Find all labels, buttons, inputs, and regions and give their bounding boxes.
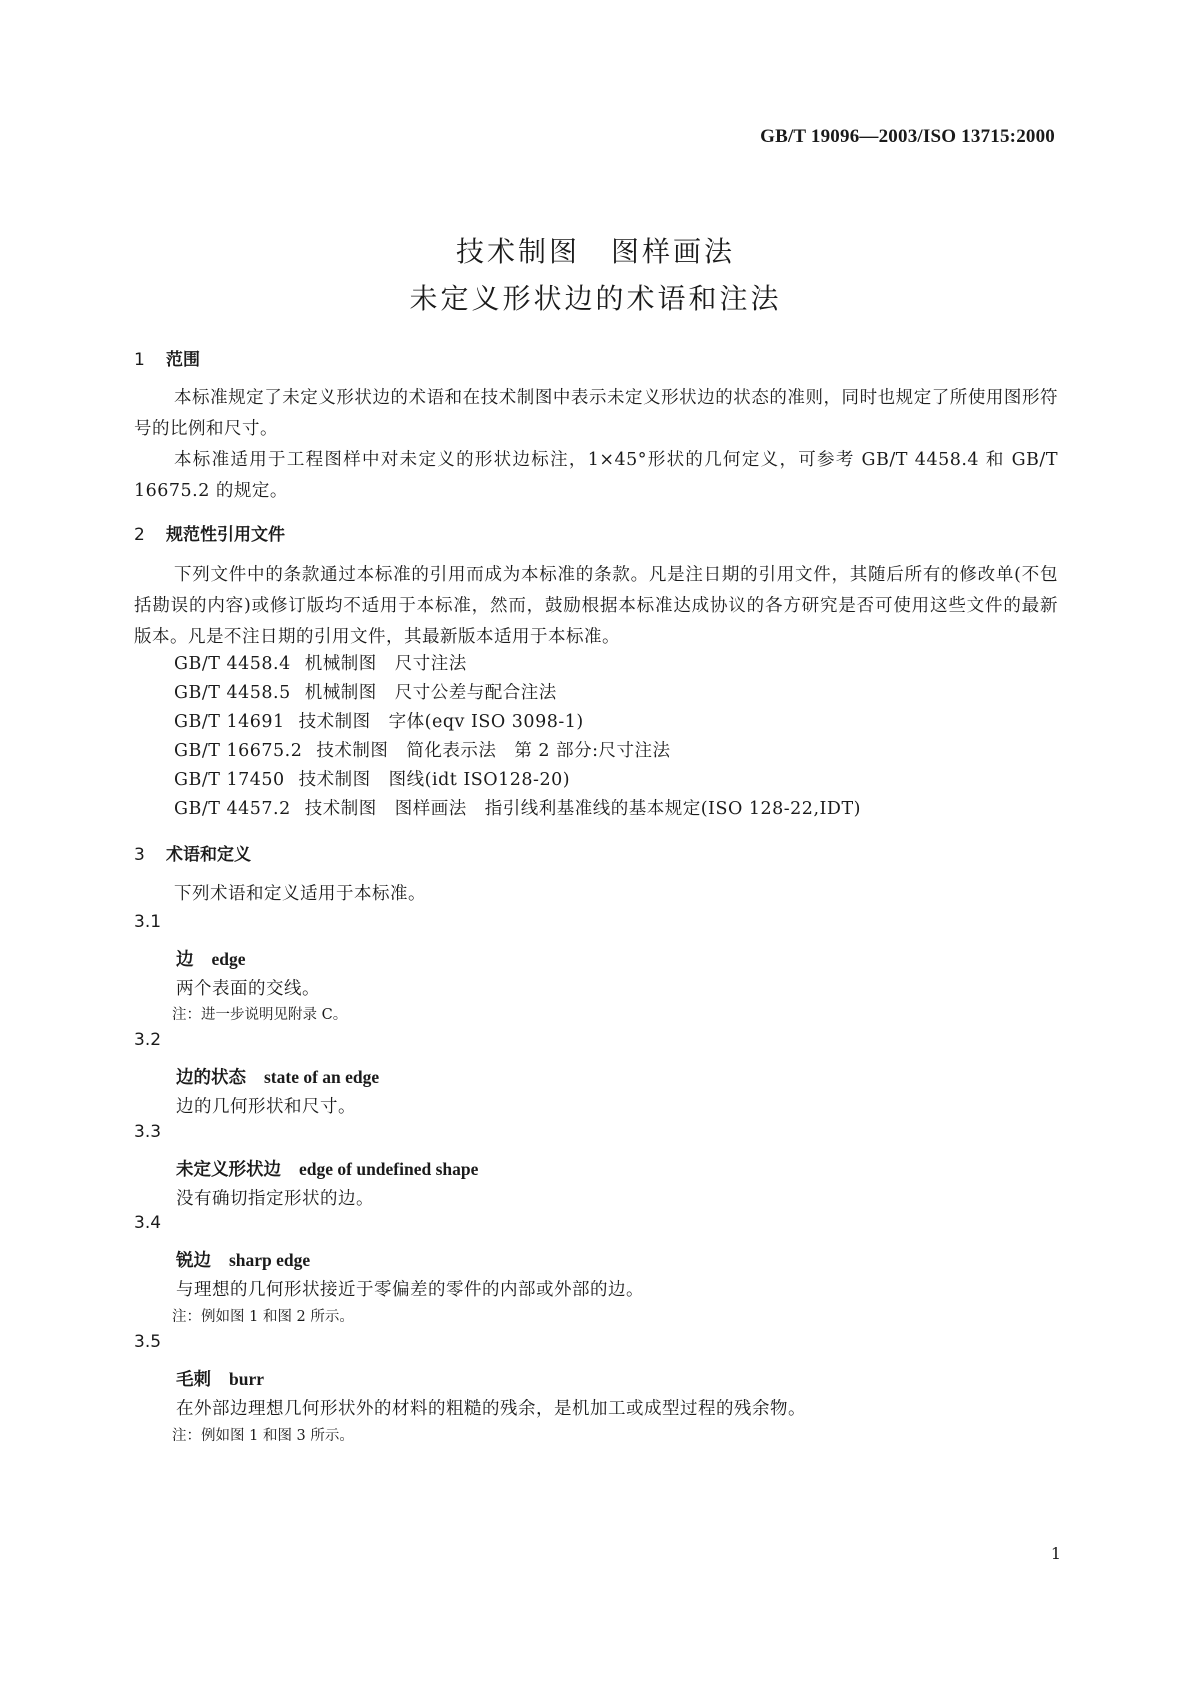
term-note: 注：例如图 1 和图 2 所示。 [172, 1309, 354, 1325]
reference-item [174, 708, 584, 733]
term-number: 3.4 [134, 1213, 162, 1233]
reference-code: GB/T 4457.2 [174, 799, 291, 819]
reference-item [174, 650, 467, 675]
term-name [176, 1156, 478, 1181]
section-title: 规范性引用文件 [166, 525, 285, 545]
reference-title: 机械制图 尺寸公差与配合注法 [304, 683, 557, 703]
reference-item [174, 766, 570, 791]
section-title: 术语和定义 [166, 845, 251, 865]
term-definition: 两个表面的交线。 [176, 979, 320, 999]
section-1-heading [134, 345, 200, 370]
term-name-en: burr [229, 1369, 264, 1389]
term-name-en: sharp edge [229, 1250, 311, 1270]
section-1-paragraph-1: 本标准规定了未定义形状边的术语和在技术制图中表示未定义形状边的状态的准则，同时也规定了所使用图形符号的比例和尺寸。 [134, 388, 1058, 439]
term-name [176, 946, 246, 971]
section-number: 1 [134, 350, 145, 370]
section-1-paragraph-2: 本标准适用于工程图样中对未定义的形状边标注，1×45°形状的几何定义，可参考 GB/T 4458.4 和 GB/T 16675.2 的规定。 [134, 450, 1058, 501]
reference-item [174, 679, 557, 704]
reference-code: GB/T 17450 [174, 770, 285, 790]
term-name-zh: 毛刺 [176, 1370, 211, 1390]
term-note: 注：例如图 1 和图 3 所示。 [172, 1428, 354, 1444]
term-definition: 在外部边理想几何形状外的材料的粗糙的残余，是机加工或成型过程的残余物。 [176, 1399, 806, 1419]
term-name-zh: 边的状态 [176, 1068, 246, 1088]
term-name [176, 1064, 379, 1089]
term-definition: 边的几何形状和尺寸。 [176, 1097, 356, 1117]
section-number: 3 [134, 845, 145, 865]
reference-title: 技术制图 字体(eqv ISO 3098-1) [298, 712, 584, 732]
reference-title: 技术制图 简化表示法 第 2 部分:尺寸注法 [316, 741, 671, 761]
reference-code: GB/T 4458.5 [174, 683, 291, 703]
term-definition: 与理想的几何形状接近于零偏差的零件的内部或外部的边。 [176, 1280, 644, 1300]
term-name-zh: 锐边 [176, 1251, 211, 1271]
term-name-zh: 未定义形状边 [176, 1160, 281, 1180]
section-2-paragraph-1: 下列文件中的条款通过本标准的引用而成为本标准的条款。凡是注日期的引用文件，其随后所有的修改单(不包括勘误的内容)或修订版均不适用于本标准，然而，鼓励根据本标准达成协议的各方研究是否可使用这些文件的最新版本。凡是不注日期的引用文件，其最新版本适用于本标准。 [134, 565, 1058, 647]
term-number: 3.1 [134, 912, 162, 932]
reference-code: GB/T 4458.4 [174, 654, 291, 674]
term-definition: 没有确切指定形状的边。 [176, 1189, 374, 1209]
reference-code: GB/T 16675.2 [174, 741, 303, 761]
term-name-en: edge [211, 949, 246, 969]
reference-title: 技术制图 图样画法 指引线利基准线的基本规定(ISO 128-22,IDT) [304, 799, 861, 819]
term-note: 注：进一步说明见附录 C。 [172, 1007, 348, 1023]
section-3-heading [134, 840, 251, 865]
section-2-heading [134, 520, 285, 545]
section-number: 2 [134, 525, 145, 545]
reference-code: GB/T 14691 [174, 712, 285, 732]
reference-title: 机械制图 尺寸注法 [304, 654, 467, 674]
document-title-line1: 技术制图 图样画法 [455, 235, 735, 268]
reference-item [174, 737, 671, 762]
document-title-line2: 未定义形状边的术语和注法 [409, 282, 782, 315]
section-3-intro: 下列术语和定义适用于本标准。 [174, 884, 426, 904]
section-title: 范围 [166, 350, 200, 370]
standard-id: GB/T 19096—2003/ISO 13715:2000 [760, 126, 1055, 147]
reference-title: 技术制图 图线(idt ISO128-20) [298, 770, 571, 790]
term-number: 3.3 [134, 1122, 162, 1142]
term-name-en: state of an edge [264, 1067, 380, 1087]
term-name-zh: 边 [176, 950, 194, 970]
reference-item [174, 795, 861, 820]
term-name [176, 1366, 264, 1391]
term-number: 3.5 [134, 1332, 162, 1352]
term-name [176, 1247, 310, 1272]
term-number: 3.2 [134, 1030, 162, 1050]
page-number: 1 [1050, 1544, 1061, 1563]
term-name-en: edge of undefined shape [299, 1159, 479, 1179]
